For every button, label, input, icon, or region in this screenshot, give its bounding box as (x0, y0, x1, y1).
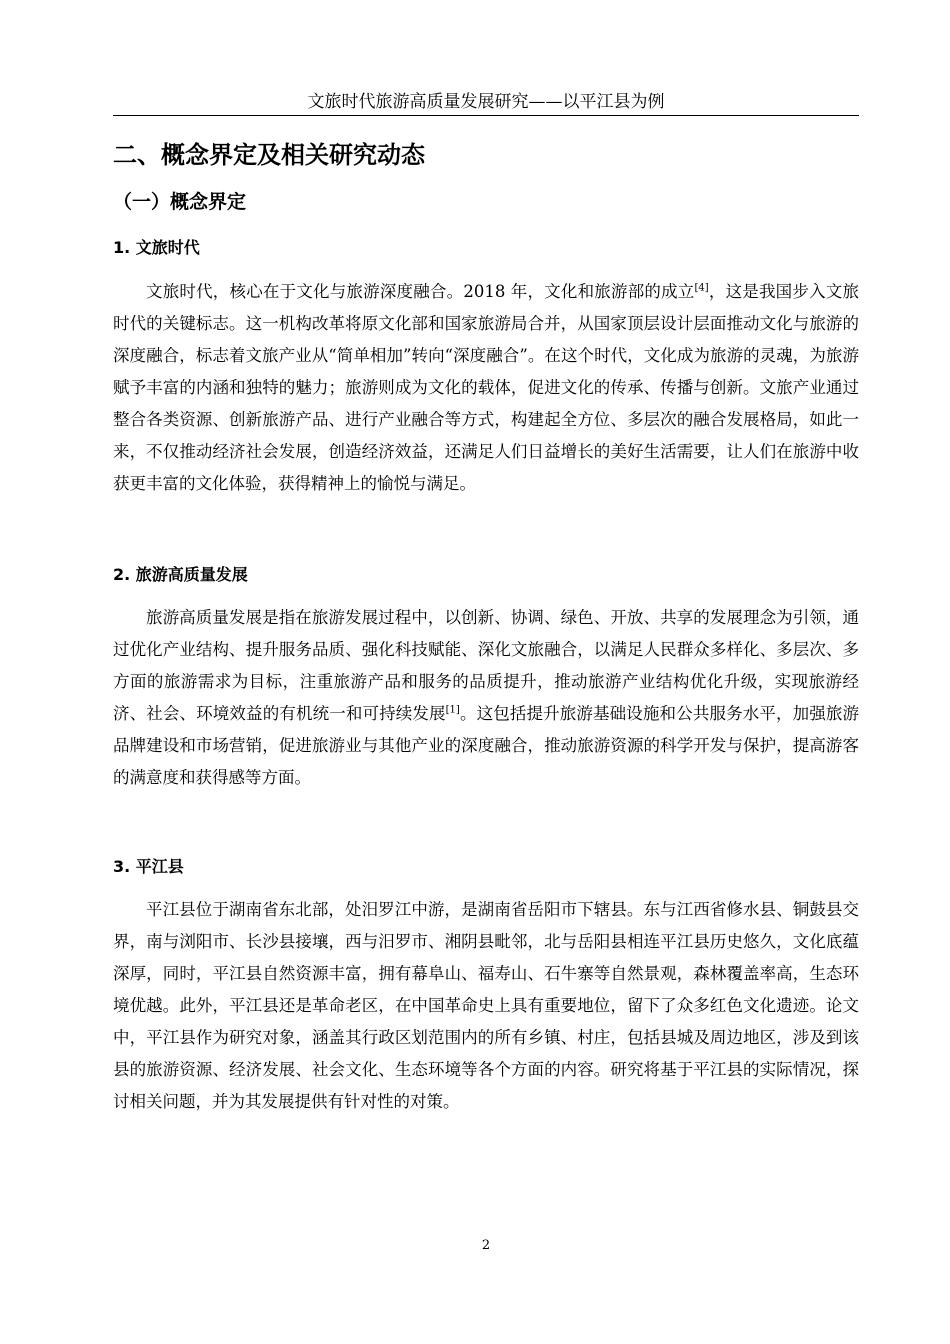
page-number: 2 (481, 1238, 491, 1253)
item-heading-1: 1. 文旅时代 (113, 238, 200, 257)
paragraph-2 (113, 602, 859, 794)
paragraph-2-text-b: 。这包括提升旅游基础设施和公共服务水平，加强旅游品牌建设和市场营销，促进旅游业与其他产业的深度融合，推动旅游资源的科学开发与保护，提高游客的满意度和获得感等方面。 (113, 704, 860, 787)
item-heading-2: 2. 旅游高质量发展 (113, 565, 248, 584)
paragraph-3: 平江县位于湖南省东北部，处汨罗江中游，是湖南省岳阳市下辖县。东与江西省修水县、铜鼓县交界，南与浏阳市、长沙县接壤，西与汨罗市、湘阴县毗邻，北与岳阳县相连平江县历史悠久，文化底蕴深厚，同时，平江县自然资源丰富，拥有幕阜山、福寿山、石牛寨等自然景观，森林覆盖率高，生态环境优越。此外，平江县还是革命老区，在中国革命史上具有重要地位，留下了众多红色文化遗迹。论文中，平江县作为研究对象，涵盖其行政区划范围内的所有乡镇、村庄，包括县城及周边地区，涉及到该县的旅游资源、经济发展、社会文化、生态环境等各个方面的内容。研究将基于平江县的实际情况，探讨相关问题，并为其发展提供有针对性的对策。 (113, 900, 859, 1111)
header-divider (113, 115, 859, 116)
paragraph-1 (113, 276, 859, 500)
section-title: 二、概念界定及相关研究动态 (113, 141, 425, 169)
subsection-title: （一）概念界定 (113, 191, 247, 213)
item-heading-3: 3. 平江县 (113, 857, 184, 876)
citation-ref: [4] (694, 282, 709, 294)
paragraph-1-text-a: 文旅时代，核心在于文化与旅游深度融合。2018 年，文化和旅游部的成立 (146, 282, 695, 301)
citation-ref: [1] (445, 704, 460, 716)
paragraph-1-text-b: ，这是我国步入文旅时代的关键标志。这一机构改革将原文化部和国家旅游局合并，从国家顶层设计层面推动文化与旅游的深度融合，标志着文旅产业从“简单相加”转向“深度融合”。在这个时代，文化成为旅游的灵魂，为旅游赋予丰富的内涵和独特的魅力；旅游则成为文化的载体，促进文化的传承、传播与创新。文旅产业通过整合各类资源、创新旅游产品、进行产业融合等方式，构建起全方位、多层次的融合发展格局，如此一来，不仅推动经济社会发展，创造经济效益，还满足人们日益增长的美好生活需要，让人们在旅游中收获更丰富的文化体验，获得精神上的愉悦与满足。 (113, 282, 859, 493)
paragraph-2-text-a: 旅游高质量发展是指在旅游发展过程中，以创新、协调、绿色、开放、共享的发展理念为引领，通过优化产业结构、提升服务品质、强化科技赋能、深化文旅融合，以满足人民群众多样化、多层次、多方面的旅游需求为目标，注重旅游产品和服务的品质提升，推动旅游产业结构优化升级，实现旅游经济、社会、环境效益的有机统一和可持续发展 (113, 608, 859, 723)
running-header: 文旅时代旅游高质量发展研究——以平江县为例 (307, 92, 665, 112)
